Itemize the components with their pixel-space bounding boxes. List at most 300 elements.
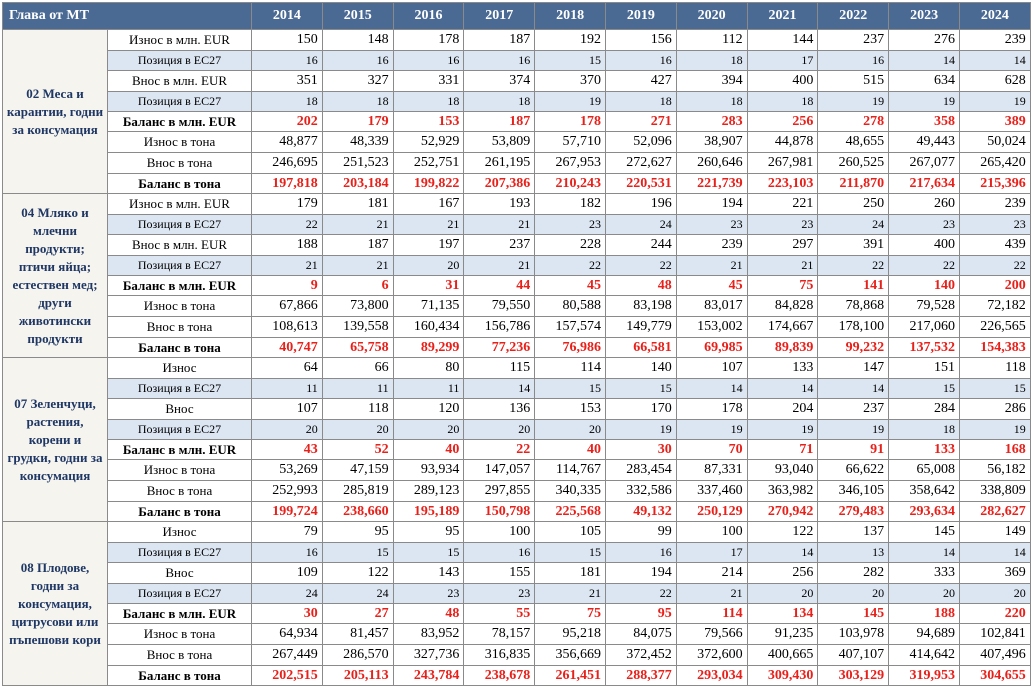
table-row: [3, 296, 1031, 317]
position-cell: 22: [605, 256, 676, 276]
row-label: Баланс в тона: [108, 502, 252, 522]
value-cell: 155: [464, 563, 535, 584]
balance-cell: 293,034: [676, 666, 747, 686]
value-cell: 284: [889, 399, 960, 420]
table-row: [3, 71, 1031, 92]
value-cell: 53,809: [464, 132, 535, 153]
balance-cell: 261,451: [535, 666, 606, 686]
value-cell: 394: [676, 71, 747, 92]
value-cell: 140: [605, 358, 676, 379]
table-row: [3, 379, 1031, 399]
value-cell: 48,655: [818, 132, 889, 153]
value-cell: 143: [393, 563, 464, 584]
chapter-cell: 04 Мляко и млечни продукти; птичи яйца; естествен мед; други животински продукти: [3, 194, 108, 358]
value-cell: 137: [818, 522, 889, 543]
balance-cell: 114: [676, 604, 747, 624]
row-label: Внос в тона: [108, 317, 252, 338]
value-cell: 38,907: [676, 132, 747, 153]
row-label: Износ в тона: [108, 296, 252, 317]
value-cell: 316,835: [464, 645, 535, 666]
table-row: [3, 317, 1031, 338]
value-cell: 182: [535, 194, 606, 215]
balance-cell: 55: [464, 604, 535, 624]
value-cell: 374: [464, 71, 535, 92]
balance-cell: 99,232: [818, 338, 889, 358]
value-cell: 239: [676, 235, 747, 256]
balance-cell: 137,532: [889, 338, 960, 358]
row-label: Внос в тона: [108, 153, 252, 174]
position-cell: 19: [889, 92, 960, 112]
position-cell: 16: [464, 543, 535, 563]
position-cell: 16: [252, 51, 323, 71]
table-row: [3, 358, 1031, 379]
balance-cell: 134: [747, 604, 818, 624]
table-row: [3, 51, 1031, 71]
table-row: [3, 543, 1031, 563]
balance-cell: 288,377: [605, 666, 676, 686]
value-cell: 370: [535, 71, 606, 92]
value-cell: 109: [252, 563, 323, 584]
position-cell: 19: [959, 92, 1030, 112]
value-cell: 99: [605, 522, 676, 543]
row-label: Износ: [108, 358, 252, 379]
value-cell: 265,420: [959, 153, 1030, 174]
value-cell: 49,443: [889, 132, 960, 153]
table-row: [3, 481, 1031, 502]
position-cell: 20: [818, 584, 889, 604]
value-cell: 297: [747, 235, 818, 256]
value-cell: 251,523: [322, 153, 393, 174]
value-cell: 81,457: [322, 624, 393, 645]
balance-cell: 210,243: [535, 174, 606, 194]
position-cell: 21: [535, 584, 606, 604]
value-cell: 267,953: [535, 153, 606, 174]
value-cell: 150: [252, 30, 323, 51]
value-cell: 256: [747, 563, 818, 584]
position-cell: 18: [464, 92, 535, 112]
year-header: 2020: [676, 3, 747, 30]
balance-cell: 199,822: [393, 174, 464, 194]
table-row: [3, 132, 1031, 153]
value-cell: 276: [889, 30, 960, 51]
value-cell: 93,040: [747, 460, 818, 481]
position-cell: 13: [818, 543, 889, 563]
table-row: [3, 399, 1031, 420]
value-cell: 628: [959, 71, 1030, 92]
row-label: Позиция в ЕС27: [108, 379, 252, 399]
value-cell: 114,767: [535, 460, 606, 481]
table-row: [3, 522, 1031, 543]
value-cell: 181: [535, 563, 606, 584]
balance-cell: 211,870: [818, 174, 889, 194]
balance-cell: 215,396: [959, 174, 1030, 194]
value-cell: 363,982: [747, 481, 818, 502]
position-cell: 19: [676, 420, 747, 440]
value-cell: 400: [889, 235, 960, 256]
balance-cell: 133: [889, 440, 960, 460]
year-header: 2019: [605, 3, 676, 30]
balance-cell: 225,568: [535, 502, 606, 522]
value-cell: 112: [676, 30, 747, 51]
value-cell: 100: [676, 522, 747, 543]
value-cell: 52,096: [605, 132, 676, 153]
value-cell: 221: [747, 194, 818, 215]
value-cell: 66,622: [818, 460, 889, 481]
position-cell: 11: [322, 379, 393, 399]
position-cell: 16: [818, 51, 889, 71]
position-cell: 22: [959, 256, 1030, 276]
value-cell: 139,558: [322, 317, 393, 338]
balance-cell: 89,299: [393, 338, 464, 358]
value-cell: 147,057: [464, 460, 535, 481]
balance-cell: 223,103: [747, 174, 818, 194]
value-cell: 358,642: [889, 481, 960, 502]
value-cell: 260: [889, 194, 960, 215]
value-cell: 237: [464, 235, 535, 256]
value-cell: 80,588: [535, 296, 606, 317]
position-cell: 15: [535, 379, 606, 399]
row-label: Износ в млн. EUR: [108, 194, 252, 215]
row-label: Износ в тона: [108, 132, 252, 153]
value-cell: 340,335: [535, 481, 606, 502]
position-cell: 14: [889, 543, 960, 563]
table-row: [3, 440, 1031, 460]
value-cell: 93,934: [393, 460, 464, 481]
position-cell: 11: [393, 379, 464, 399]
balance-cell: 31: [393, 276, 464, 296]
value-cell: 178: [393, 30, 464, 51]
position-cell: 22: [252, 215, 323, 235]
year-header: 2024: [959, 3, 1030, 30]
row-label: Внос в млн. EUR: [108, 235, 252, 256]
balance-cell: 188: [889, 604, 960, 624]
table-row: [3, 174, 1031, 194]
balance-cell: 76,986: [535, 338, 606, 358]
balance-cell: 282,627: [959, 502, 1030, 522]
balance-cell: 207,386: [464, 174, 535, 194]
value-cell: 83,198: [605, 296, 676, 317]
value-cell: 52,929: [393, 132, 464, 153]
value-cell: 244: [605, 235, 676, 256]
value-cell: 148: [322, 30, 393, 51]
position-cell: 17: [747, 51, 818, 71]
table-row: [3, 256, 1031, 276]
balance-cell: 66,581: [605, 338, 676, 358]
value-cell: 260,646: [676, 153, 747, 174]
value-cell: 48,339: [322, 132, 393, 153]
balance-cell: 9: [252, 276, 323, 296]
position-cell: 14: [464, 379, 535, 399]
table-row: [3, 194, 1031, 215]
year-header: 2022: [818, 3, 889, 30]
balance-cell: 45: [676, 276, 747, 296]
position-cell: 17: [676, 543, 747, 563]
balance-cell: 203,184: [322, 174, 393, 194]
position-cell: 14: [959, 543, 1030, 563]
position-cell: 16: [393, 51, 464, 71]
value-cell: 346,105: [818, 481, 889, 502]
value-cell: 226,565: [959, 317, 1030, 338]
row-label: Износ: [108, 522, 252, 543]
year-header: 2023: [889, 3, 960, 30]
balance-cell: 6: [322, 276, 393, 296]
value-cell: 78,157: [464, 624, 535, 645]
position-cell: 18: [393, 92, 464, 112]
balance-cell: 75: [747, 276, 818, 296]
value-cell: 157,574: [535, 317, 606, 338]
balance-cell: 243,784: [393, 666, 464, 686]
value-cell: 120: [393, 399, 464, 420]
value-cell: 194: [676, 194, 747, 215]
value-cell: 239: [959, 30, 1030, 51]
value-cell: 187: [464, 30, 535, 51]
year-header: 2017: [464, 3, 535, 30]
row-label: Позиция в ЕС27: [108, 51, 252, 71]
value-cell: 193: [464, 194, 535, 215]
row-label: Баланс в тона: [108, 666, 252, 686]
value-cell: 272,627: [605, 153, 676, 174]
balance-cell: 65,758: [322, 338, 393, 358]
balance-cell: 168: [959, 440, 1030, 460]
position-cell: 20: [322, 420, 393, 440]
balance-cell: 70: [676, 440, 747, 460]
table-row: [3, 420, 1031, 440]
balance-cell: 283: [676, 112, 747, 132]
balance-cell: 45: [535, 276, 606, 296]
position-cell: 11: [252, 379, 323, 399]
balance-cell: 187: [464, 112, 535, 132]
table-row: [3, 604, 1031, 624]
position-cell: 20: [252, 420, 323, 440]
value-cell: 56,182: [959, 460, 1030, 481]
position-cell: 16: [605, 51, 676, 71]
balance-cell: 141: [818, 276, 889, 296]
row-label: Внос в тона: [108, 645, 252, 666]
position-cell: 16: [252, 543, 323, 563]
position-cell: 23: [747, 215, 818, 235]
year-header: 2015: [322, 3, 393, 30]
row-label: Баланс в млн. EUR: [108, 112, 252, 132]
value-cell: 66: [322, 358, 393, 379]
table-row: [3, 584, 1031, 604]
position-cell: 22: [535, 256, 606, 276]
table-row: [3, 563, 1031, 584]
value-cell: 407,107: [818, 645, 889, 666]
value-cell: 64: [252, 358, 323, 379]
position-cell: 16: [605, 543, 676, 563]
value-cell: 149,779: [605, 317, 676, 338]
balance-cell: 217,634: [889, 174, 960, 194]
position-cell: 15: [535, 51, 606, 71]
value-cell: 515: [818, 71, 889, 92]
value-cell: 237: [818, 399, 889, 420]
row-label: Баланс в тона: [108, 338, 252, 358]
row-label: Внос в млн. EUR: [108, 71, 252, 92]
value-cell: 181: [322, 194, 393, 215]
position-cell: 23: [393, 584, 464, 604]
value-cell: 333: [889, 563, 960, 584]
row-label: Износ в тона: [108, 460, 252, 481]
value-cell: 439: [959, 235, 1030, 256]
position-cell: 21: [464, 215, 535, 235]
value-cell: 107: [676, 358, 747, 379]
value-cell: 174,667: [747, 317, 818, 338]
value-cell: 372,600: [676, 645, 747, 666]
position-cell: 20: [393, 256, 464, 276]
value-cell: 239: [959, 194, 1030, 215]
table-row: [3, 645, 1031, 666]
position-cell: 21: [322, 215, 393, 235]
year-header: 2014: [252, 3, 323, 30]
balance-cell: 256: [747, 112, 818, 132]
position-cell: 22: [818, 256, 889, 276]
value-cell: 192: [535, 30, 606, 51]
value-cell: 153: [535, 399, 606, 420]
value-cell: 95: [322, 522, 393, 543]
value-cell: 133: [747, 358, 818, 379]
balance-cell: 205,113: [322, 666, 393, 686]
position-cell: 20: [959, 584, 1030, 604]
balance-cell: 309,430: [747, 666, 818, 686]
balance-cell: 43: [252, 440, 323, 460]
value-cell: 95,218: [535, 624, 606, 645]
value-cell: 83,952: [393, 624, 464, 645]
value-cell: 147: [818, 358, 889, 379]
value-cell: 187: [322, 235, 393, 256]
balance-cell: 95: [605, 604, 676, 624]
value-cell: 73,800: [322, 296, 393, 317]
balance-cell: 44: [464, 276, 535, 296]
balance-cell: 22: [464, 440, 535, 460]
value-cell: 156,786: [464, 317, 535, 338]
position-cell: 21: [322, 256, 393, 276]
balance-cell: 52: [322, 440, 393, 460]
position-cell: 18: [676, 92, 747, 112]
balance-cell: 202,515: [252, 666, 323, 686]
balance-cell: 358: [889, 112, 960, 132]
balance-cell: 145: [818, 604, 889, 624]
value-cell: 283,454: [605, 460, 676, 481]
balance-cell: 200: [959, 276, 1030, 296]
balance-cell: 91: [818, 440, 889, 460]
year-header: 2016: [393, 3, 464, 30]
row-label: Позиция в ЕС27: [108, 92, 252, 112]
balance-cell: 319,953: [889, 666, 960, 686]
balance-cell: 48: [393, 604, 464, 624]
value-cell: 105: [535, 522, 606, 543]
position-cell: 21: [676, 584, 747, 604]
position-cell: 23: [889, 215, 960, 235]
balance-cell: 195,189: [393, 502, 464, 522]
row-label: Баланс в млн. EUR: [108, 604, 252, 624]
position-cell: 14: [959, 51, 1030, 71]
chapter-cell: 02 Меса и карантии, годни за консумация: [3, 30, 108, 194]
position-cell: 23: [464, 584, 535, 604]
position-cell: 18: [676, 51, 747, 71]
table-row: [3, 624, 1031, 645]
value-cell: 204: [747, 399, 818, 420]
value-cell: 332,586: [605, 481, 676, 502]
position-cell: 21: [252, 256, 323, 276]
row-label: Баланс в тона: [108, 174, 252, 194]
value-cell: 267,981: [747, 153, 818, 174]
row-label: Позиция в ЕС27: [108, 543, 252, 563]
value-cell: 237: [818, 30, 889, 51]
value-cell: 427: [605, 71, 676, 92]
value-cell: 267,077: [889, 153, 960, 174]
row-label: Износ в млн. EUR: [108, 30, 252, 51]
value-cell: 372,452: [605, 645, 676, 666]
chapter-cell: 07 Зеленчуци, растения, корени и грудки, годни за консумация: [3, 358, 108, 522]
header-row: [3, 3, 1031, 30]
value-cell: 91,235: [747, 624, 818, 645]
position-cell: 18: [747, 92, 818, 112]
table-row: [3, 666, 1031, 686]
value-cell: 369: [959, 563, 1030, 584]
value-cell: 50,024: [959, 132, 1030, 153]
balance-cell: 140: [889, 276, 960, 296]
value-cell: 160,434: [393, 317, 464, 338]
value-cell: 338,809: [959, 481, 1030, 502]
value-cell: 118: [959, 358, 1030, 379]
value-cell: 179: [252, 194, 323, 215]
position-cell: 23: [676, 215, 747, 235]
position-cell: 19: [747, 420, 818, 440]
value-cell: 285,819: [322, 481, 393, 502]
position-cell: 20: [747, 584, 818, 604]
balance-cell: 199,724: [252, 502, 323, 522]
value-cell: 351: [252, 71, 323, 92]
position-cell: 18: [252, 92, 323, 112]
position-cell: 24: [605, 215, 676, 235]
balance-cell: 202: [252, 112, 323, 132]
balance-cell: 48: [605, 276, 676, 296]
year-header: 2021: [747, 3, 818, 30]
value-cell: 53,269: [252, 460, 323, 481]
value-cell: 84,828: [747, 296, 818, 317]
balance-cell: 270,942: [747, 502, 818, 522]
value-cell: 72,182: [959, 296, 1030, 317]
value-cell: 103,978: [818, 624, 889, 645]
row-label: Позиция в ЕС27: [108, 215, 252, 235]
value-cell: 286,570: [322, 645, 393, 666]
value-cell: 228: [535, 235, 606, 256]
value-cell: 196: [605, 194, 676, 215]
value-cell: 252,993: [252, 481, 323, 502]
value-cell: 167: [393, 194, 464, 215]
position-cell: 20: [889, 584, 960, 604]
value-cell: 217,060: [889, 317, 960, 338]
position-cell: 14: [747, 543, 818, 563]
value-cell: 108,613: [252, 317, 323, 338]
balance-cell: 40: [535, 440, 606, 460]
position-cell: 23: [535, 215, 606, 235]
position-cell: 21: [393, 215, 464, 235]
position-cell: 23: [959, 215, 1030, 235]
table-row: [3, 460, 1031, 481]
position-cell: 16: [322, 51, 393, 71]
value-cell: 156: [605, 30, 676, 51]
value-cell: 94,689: [889, 624, 960, 645]
value-cell: 178,100: [818, 317, 889, 338]
position-cell: 21: [676, 256, 747, 276]
value-cell: 197: [393, 235, 464, 256]
balance-cell: 150,798: [464, 502, 535, 522]
value-cell: 44,878: [747, 132, 818, 153]
table-row: [3, 30, 1031, 51]
value-cell: 48,877: [252, 132, 323, 153]
table-row: [3, 215, 1031, 235]
